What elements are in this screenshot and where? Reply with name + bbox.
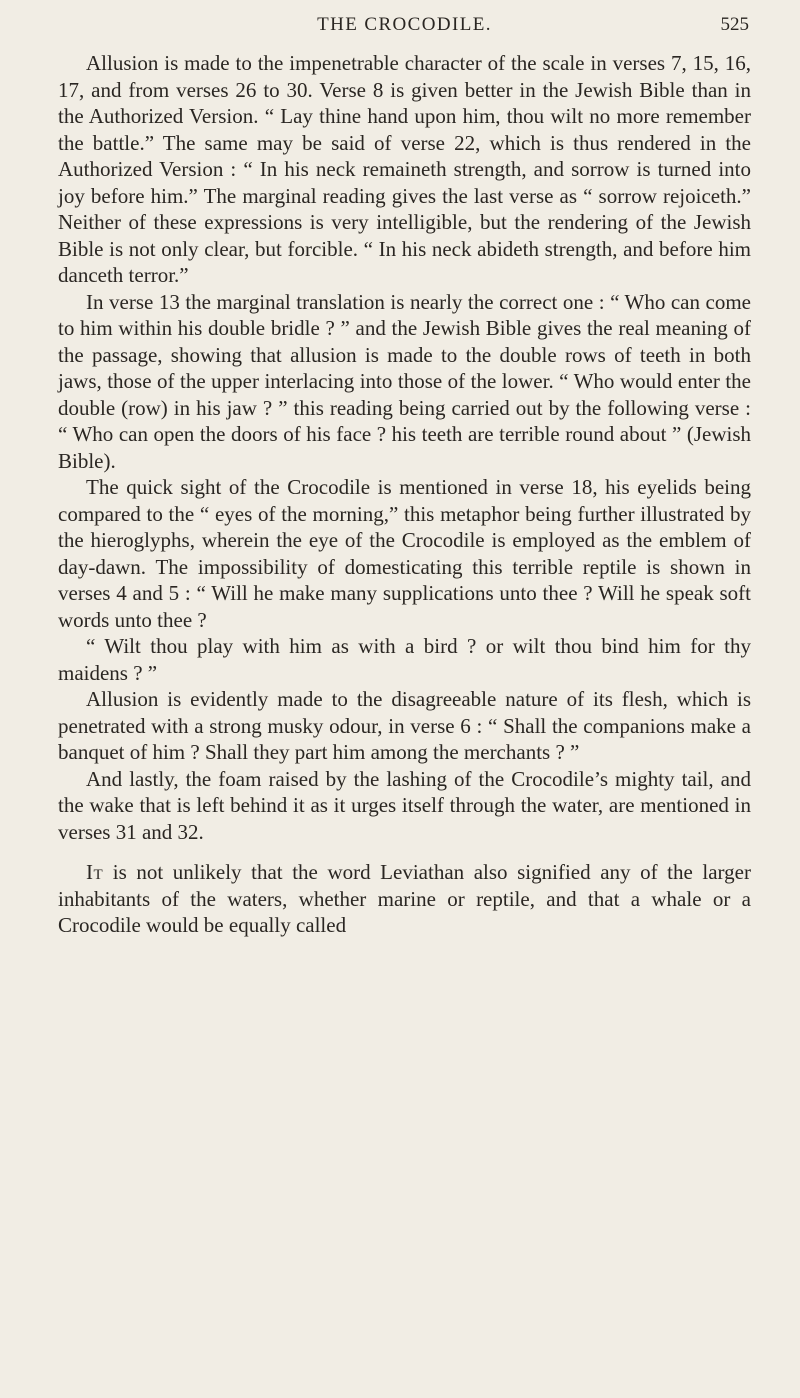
section-first-word: It xyxy=(86,860,104,884)
paragraph-bird-question: “ Wilt thou play with him as with a bird ? or wilt thou bind him for thy maidens ? ” xyxy=(58,634,751,685)
page-number: 525 xyxy=(720,14,749,35)
body-text xyxy=(58,50,751,939)
running-head xyxy=(58,0,751,50)
paragraph-musky-flesh: Allusion is evidently made to the disagreeable nature of its flesh, which is penetrated with a strong musky odour, in verse 6 : “ Shall the companions make a banquet of him ? Shall they part him among the merchants ? ” xyxy=(58,687,751,764)
paragraph-leviathan xyxy=(58,859,751,939)
running-title: THE CROCODILE. xyxy=(317,14,492,35)
paragraph-scale-allusion: Allusion is made to the impenetrable character of the scale in verses 7, 15, 16, 17, and from verses 26 to 30. Verse 8 is given better in the Jewish Bible than in the Authorized Version. “ Lay thine hand upon him, thou wilt no more remember the battle.” The same may be said of verse 22, which is thus rendered in the Authorized Version : “ In his neck remaineth strength, and sorrow is turned into joy before him.” The marginal reading gives the last verse as “ sorrow rejoiceth.” Neither of these expressions is very intelligible, but the rendering of the Jewish Bible is not only clear, but forcible. “ In his neck abideth strength, and before him danceth terror.” xyxy=(58,51,751,287)
paragraph-foam-tail: And lastly, the foam raised by the lashing of the Crocodile’s mighty tail, and the wake that is left behind it as it urges itself through the water, are mentioned in verses 31 and 32. xyxy=(58,766,751,844)
paragraph-double-bridle: In verse 13 the marginal translation is nearly the correct one : “ Who can come to him within his double bridle ? ” and the Jewish Bible gives the real meaning of the passage, showing that allusion is made to the double rows of teeth in both jaws, those of the upper interlacing into those of the lower. “ Who would enter the double (row) in his jaw ? ” this reading being carried out by the following verse : “ Who can open the doors of his face ? his teeth are terrible round about ” (Jewish Bible). xyxy=(58,289,751,473)
paragraph-quick-sight: The quick sight of the Crocodile is mentioned in verse 18, his eyelids being compared to the “ eyes of the morning,” this metaphor being further illustrated by the hieroglyphs, wherein the eye of the Crocodile is employed as the emblem of day-dawn. The impossibility of domesticating this terrible reptile is shown in verses 4 and 5 : “ Will he make many supplications unto thee ? Will he speak soft words unto thee ? xyxy=(58,475,751,632)
section-text: is not unlikely that the word Leviathan also signified any of the larger inhabitants of the waters, whether marine or reptile, and that a whale or a Crocodile would be equally called xyxy=(58,860,751,937)
